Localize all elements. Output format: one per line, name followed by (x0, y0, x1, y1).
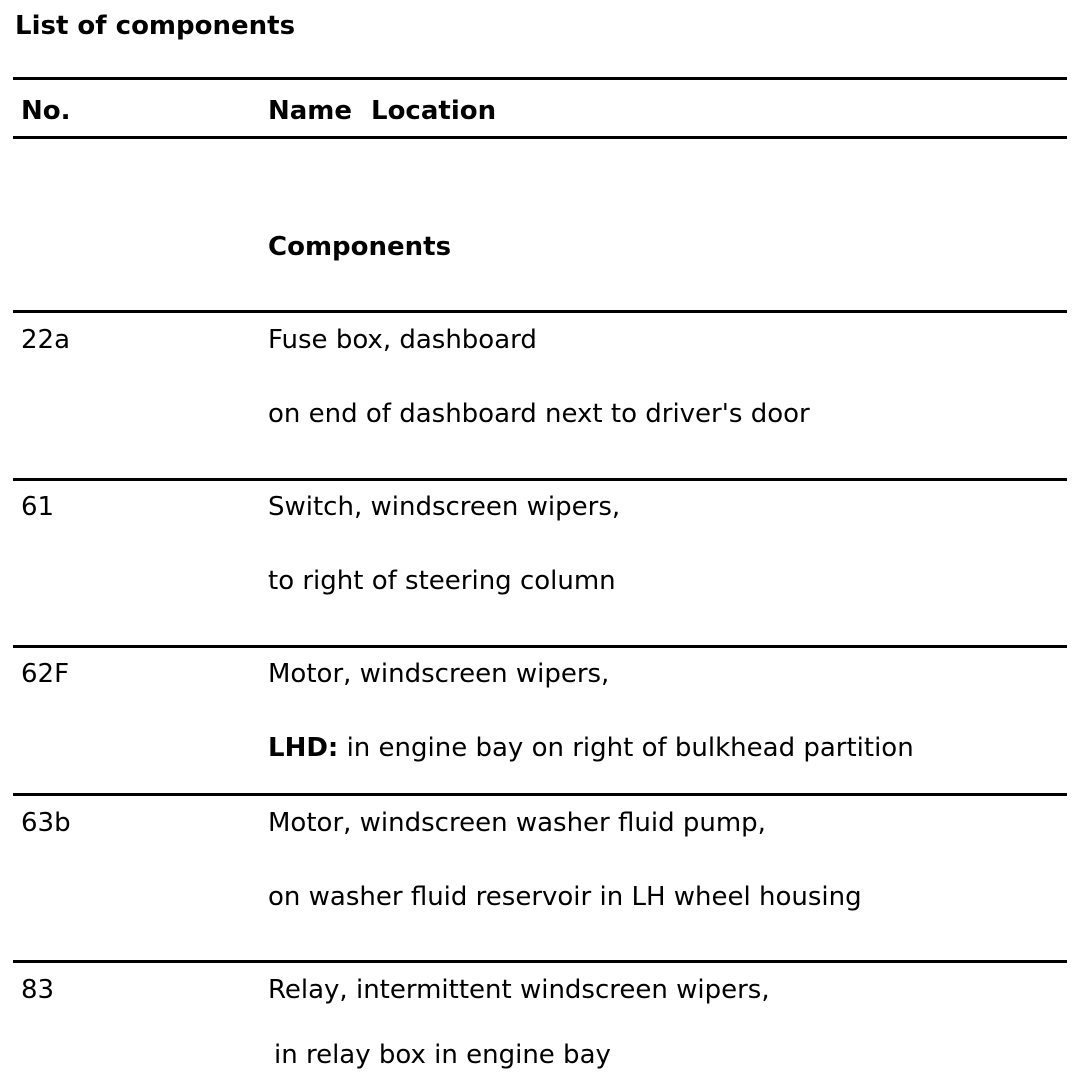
row-location (268, 396, 810, 432)
row-name: Motor, windscreen wipers, (268, 659, 610, 689)
header-no: No. (21, 96, 71, 126)
row-number: 83 (21, 975, 55, 1005)
row-location-text: on washer fluid reservoir in LH wheel housing (268, 882, 862, 912)
row-divider (13, 645, 1067, 648)
row-name: Fuse box, dashboard (268, 325, 537, 355)
row-divider (13, 793, 1067, 796)
row-location (268, 879, 862, 915)
row-number: 62F (21, 659, 70, 689)
row-name: Relay, intermittent windscreen wipers, (268, 975, 770, 1005)
row-divider (13, 960, 1067, 963)
row-location (268, 563, 616, 599)
row-location (268, 730, 914, 766)
row-divider (13, 310, 1067, 313)
row-divider (13, 478, 1067, 481)
header-bottom-rule (13, 136, 1067, 139)
row-location-prefix: LHD: (268, 733, 339, 763)
row-number: 61 (21, 492, 55, 522)
header-location: Location (371, 96, 497, 126)
row-name: Switch, windscreen wipers, (268, 492, 621, 522)
row-location-text: in relay box in engine bay (274, 1040, 611, 1070)
document-title: List of components (15, 11, 296, 41)
row-location-text: in engine bay on right of bulkhead partition (346, 733, 914, 763)
row-location-text: to right of steering column (268, 566, 616, 596)
row-location-text: on end of dashboard next to driver's door (268, 399, 810, 429)
row-name: Motor, windscreen washer fluid pump, (268, 808, 766, 838)
row-number: 22a (21, 325, 71, 355)
header-name: Name (268, 96, 353, 126)
row-location (274, 1037, 611, 1073)
row-number: 63b (21, 808, 71, 838)
table-top-rule (13, 77, 1067, 80)
section-heading: Components (268, 232, 452, 262)
